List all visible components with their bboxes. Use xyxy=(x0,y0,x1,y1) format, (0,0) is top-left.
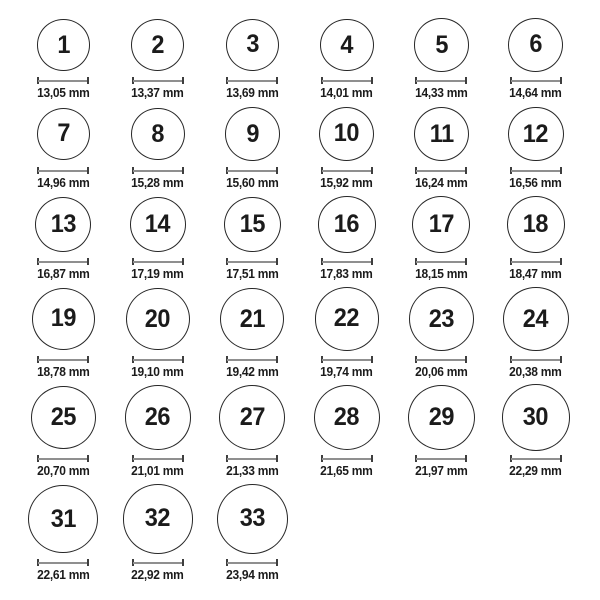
diameter-measure-line xyxy=(132,356,184,363)
ring-size-number: 32 xyxy=(145,504,171,533)
measure-tick-right-icon xyxy=(276,356,278,363)
ring-size-item xyxy=(489,106,584,189)
measure-tick-right-icon xyxy=(465,167,467,174)
ring-circle xyxy=(123,484,194,553)
measure-tick-right-icon xyxy=(87,455,89,462)
measure-tick-right-icon xyxy=(87,356,89,363)
measure-line xyxy=(133,458,183,460)
measure-line xyxy=(133,170,183,172)
measure-line xyxy=(416,359,466,361)
ring-circle xyxy=(226,19,280,71)
diameter-measure-line xyxy=(37,559,89,566)
measure-tick-right-icon xyxy=(465,258,467,265)
ring-size-number: 8 xyxy=(151,119,165,148)
diameter-label: 13,69 mm xyxy=(226,86,279,100)
diameter-measure-line xyxy=(132,455,184,462)
ring-circle xyxy=(508,18,563,72)
measure-line xyxy=(227,80,277,82)
diameter-label: 19,74 mm xyxy=(320,365,373,379)
measure-line xyxy=(511,170,561,172)
ring-circle xyxy=(502,384,570,450)
ring-circle xyxy=(314,385,381,450)
measure-tick-right-icon xyxy=(371,455,373,462)
ring-circle xyxy=(408,385,475,451)
ring-size-number: 2 xyxy=(151,30,165,59)
ring-size-item xyxy=(300,385,395,477)
ring-circle-band xyxy=(414,18,469,72)
diameter-measure-line xyxy=(321,455,373,462)
diameter-measure-line xyxy=(37,167,89,174)
ring-circle-band xyxy=(320,18,374,72)
ring-size-item xyxy=(16,106,111,189)
diameter-label: 18,78 mm xyxy=(37,365,90,379)
measure-line xyxy=(133,562,183,564)
ring-circle-band xyxy=(125,385,191,450)
measure-tick-right-icon xyxy=(182,356,184,363)
diameter-label: 14,96 mm xyxy=(37,176,90,190)
diameter-label: 20,06 mm xyxy=(415,365,468,379)
ring-size-item xyxy=(205,287,300,378)
ring-circle xyxy=(35,197,91,252)
diameter-label: 14,01 mm xyxy=(320,86,373,100)
diameter-measure-line xyxy=(321,356,373,363)
ring-size-number: 24 xyxy=(523,304,549,333)
measure-line xyxy=(322,458,372,460)
ring-circle-band xyxy=(408,385,475,450)
ring-size-item xyxy=(16,287,111,378)
ring-size-number: 29 xyxy=(428,403,454,431)
ring-size-number: 11 xyxy=(429,119,454,148)
diameter-measure-line xyxy=(321,77,373,84)
measure-line xyxy=(416,80,466,82)
ring-circle-band xyxy=(507,196,566,253)
ring-circle xyxy=(503,287,569,351)
ring-circle-band xyxy=(131,18,184,72)
ring-size-number: 12 xyxy=(523,119,549,148)
measure-line xyxy=(322,80,372,82)
ring-size-item xyxy=(300,287,395,378)
ring-size-number: 18 xyxy=(523,210,549,238)
ring-circle-band xyxy=(131,106,185,162)
ring-size-item xyxy=(489,385,584,477)
measure-line xyxy=(38,80,88,82)
diameter-label: 21,65 mm xyxy=(320,464,373,478)
ring-circle-band xyxy=(32,287,95,351)
ring-circle-band xyxy=(37,106,91,162)
ring-row xyxy=(16,106,600,189)
ring-row xyxy=(16,196,600,280)
ring-size-number: 9 xyxy=(245,119,259,148)
measure-line xyxy=(322,359,372,361)
ring-circle xyxy=(225,107,280,160)
diameter-measure-line xyxy=(510,167,562,174)
diameter-label: 13,05 mm xyxy=(37,86,90,100)
measure-tick-right-icon xyxy=(276,258,278,265)
measure-tick-right-icon xyxy=(560,455,562,462)
ring-circle xyxy=(414,107,470,161)
ring-size-item xyxy=(111,18,206,99)
measure-tick-right-icon xyxy=(276,77,278,84)
ring-size-item xyxy=(16,18,111,99)
ring-size-number: 33 xyxy=(239,504,265,533)
ring-circle xyxy=(220,288,284,351)
ring-size-number: 13 xyxy=(50,210,76,238)
measure-tick-right-icon xyxy=(560,356,562,363)
ring-size-number: 25 xyxy=(50,403,76,431)
measure-line xyxy=(38,170,88,172)
measure-tick-right-icon xyxy=(371,258,373,265)
ring-size-item xyxy=(111,385,206,477)
diameter-label: 20,70 mm xyxy=(37,464,90,478)
ring-size-item xyxy=(394,287,489,378)
diameter-measure-line xyxy=(226,559,278,566)
measure-tick-right-icon xyxy=(465,356,467,363)
diameter-label: 14,33 mm xyxy=(415,86,468,100)
ring-row xyxy=(16,385,600,477)
measure-tick-right-icon xyxy=(276,167,278,174)
diameter-measure-line xyxy=(226,455,278,462)
diameter-measure-line xyxy=(415,77,467,84)
diameter-label: 14,64 mm xyxy=(509,86,562,100)
diameter-measure-line xyxy=(37,77,89,84)
ring-circle xyxy=(508,107,564,162)
measure-tick-right-icon xyxy=(182,559,184,566)
ring-circle-band xyxy=(319,106,374,162)
measure-line xyxy=(227,458,277,460)
ring-size-number: 31 xyxy=(50,504,76,533)
diameter-measure-line xyxy=(226,77,278,84)
ring-circle xyxy=(31,386,96,450)
ring-circle-band xyxy=(217,484,288,554)
diameter-label: 23,94 mm xyxy=(226,568,279,582)
ring-circle-band xyxy=(130,196,187,253)
ring-size-number: 26 xyxy=(145,403,171,431)
measure-tick-right-icon xyxy=(87,258,89,265)
measure-line xyxy=(227,261,277,263)
ring-circle xyxy=(412,196,470,253)
ring-circle xyxy=(319,107,374,161)
diameter-measure-line xyxy=(226,167,278,174)
ring-circle-band xyxy=(503,287,569,351)
ring-size-item xyxy=(111,287,206,378)
diameter-measure-line xyxy=(510,356,562,363)
ring-circle-band xyxy=(409,287,474,351)
diameter-label: 15,60 mm xyxy=(226,176,279,190)
ring-size-number: 21 xyxy=(239,304,265,333)
diameter-measure-line xyxy=(226,258,278,265)
ring-size-item xyxy=(394,18,489,99)
measure-tick-right-icon xyxy=(87,167,89,174)
ring-circle xyxy=(32,288,95,350)
ring-circle xyxy=(131,108,185,161)
diameter-measure-line xyxy=(37,258,89,265)
ring-size-number: 5 xyxy=(434,30,448,59)
ring-size-item xyxy=(300,196,395,280)
diameter-label: 19,42 mm xyxy=(226,365,279,379)
diameter-label: 16,24 mm xyxy=(415,176,468,190)
diameter-label: 22,61 mm xyxy=(37,568,90,582)
ring-size-number: 30 xyxy=(523,403,549,431)
diameter-label: 21,33 mm xyxy=(226,464,279,478)
ring-circle xyxy=(318,196,376,252)
measure-line xyxy=(322,170,372,172)
measure-line xyxy=(511,80,561,82)
measure-line xyxy=(511,458,561,460)
measure-line xyxy=(227,562,277,564)
measure-tick-right-icon xyxy=(371,167,373,174)
ring-size-number: 17 xyxy=(428,209,454,238)
diameter-label: 21,97 mm xyxy=(415,464,468,478)
ring-circle xyxy=(28,485,98,554)
ring-size-number: 4 xyxy=(340,30,354,59)
ring-size-item xyxy=(489,18,584,99)
diameter-label: 17,19 mm xyxy=(131,267,184,281)
measure-line xyxy=(38,359,88,361)
ring-circle-band xyxy=(508,106,564,162)
ring-circle-band xyxy=(315,287,380,351)
diameter-measure-line xyxy=(415,258,467,265)
ring-circle xyxy=(130,197,187,252)
ring-circle xyxy=(217,484,288,554)
measure-line xyxy=(133,261,183,263)
ring-size-item xyxy=(300,106,395,189)
diameter-label: 13,37 mm xyxy=(131,86,184,100)
measure-tick-right-icon xyxy=(465,77,467,84)
ring-size-number: 19 xyxy=(50,304,76,333)
diameter-label: 19,10 mm xyxy=(131,365,184,379)
ring-row xyxy=(16,484,600,581)
ring-size-item xyxy=(111,484,206,581)
diameter-label: 22,92 mm xyxy=(131,568,184,582)
measure-line xyxy=(511,359,561,361)
diameter-measure-line xyxy=(132,77,184,84)
diameter-label: 20,38 mm xyxy=(509,365,562,379)
measure-line xyxy=(38,562,88,564)
diameter-label: 17,51 mm xyxy=(226,267,279,281)
diameter-label: 15,92 mm xyxy=(320,176,373,190)
diameter-measure-line xyxy=(37,455,89,462)
ring-circle-band xyxy=(502,385,570,450)
measure-tick-right-icon xyxy=(371,356,373,363)
measure-tick-right-icon xyxy=(371,77,373,84)
ring-circle xyxy=(126,288,190,350)
diameter-measure-line xyxy=(321,167,373,174)
diameter-measure-line xyxy=(415,455,467,462)
ring-size-number: 22 xyxy=(334,304,360,333)
ring-size-number: 16 xyxy=(334,210,360,238)
ring-circle-band xyxy=(126,287,190,351)
ring-circle-band xyxy=(28,484,98,554)
ring-circle-band xyxy=(219,385,285,450)
measure-tick-right-icon xyxy=(560,167,562,174)
ring-circle xyxy=(414,18,469,71)
ring-circle-band xyxy=(314,385,381,450)
ring-circle xyxy=(219,385,285,450)
measure-tick-right-icon xyxy=(182,77,184,84)
measure-tick-right-icon xyxy=(276,559,278,566)
measure-line xyxy=(227,170,277,172)
ring-size-item xyxy=(16,196,111,280)
ring-size-item xyxy=(16,385,111,477)
ring-size-number: 7 xyxy=(56,119,70,148)
measure-line xyxy=(511,261,561,263)
ring-circle-band xyxy=(318,196,376,253)
measure-line xyxy=(322,261,372,263)
ring-size-item xyxy=(16,484,111,581)
measure-line xyxy=(38,458,88,460)
ring-circle-band xyxy=(225,106,280,162)
measure-tick-right-icon xyxy=(560,77,562,84)
diameter-measure-line xyxy=(37,356,89,363)
measure-line xyxy=(416,458,466,460)
measure-tick-right-icon xyxy=(560,258,562,265)
measure-tick-right-icon xyxy=(465,455,467,462)
ring-size-item xyxy=(300,18,395,99)
ring-size-number: 6 xyxy=(529,30,543,59)
measure-line xyxy=(416,261,466,263)
ring-circle-band xyxy=(412,196,470,253)
diameter-measure-line xyxy=(321,258,373,265)
diameter-measure-line xyxy=(415,356,467,363)
measure-line xyxy=(133,80,183,82)
measure-line xyxy=(416,170,466,172)
diameter-label: 22,29 mm xyxy=(509,464,562,478)
diameter-measure-line xyxy=(510,258,562,265)
ring-circle xyxy=(37,19,90,70)
ring-circle xyxy=(315,287,380,350)
measure-tick-right-icon xyxy=(87,77,89,84)
measure-tick-right-icon xyxy=(182,167,184,174)
ring-size-item xyxy=(489,287,584,378)
diameter-measure-line xyxy=(226,356,278,363)
ring-size-number: 23 xyxy=(428,304,454,333)
ring-circle-band xyxy=(37,18,90,72)
ring-circle-band xyxy=(226,18,280,72)
diameter-label: 16,87 mm xyxy=(37,267,90,281)
ring-size-item xyxy=(394,106,489,189)
ring-size-item xyxy=(111,196,206,280)
ring-size-number: 1 xyxy=(56,30,70,59)
ring-circle-band xyxy=(220,287,284,351)
diameter-measure-line xyxy=(132,559,184,566)
ring-size-item xyxy=(205,106,300,189)
diameter-measure-line xyxy=(132,167,184,174)
ring-row xyxy=(16,287,600,378)
ring-size-number: 28 xyxy=(334,403,360,431)
ring-circle xyxy=(507,196,566,253)
ring-circle xyxy=(125,385,191,449)
diameter-measure-line xyxy=(510,455,562,462)
diameter-measure-line xyxy=(132,258,184,265)
ring-size-number: 20 xyxy=(145,304,171,333)
ring-circle-band xyxy=(414,106,470,162)
measure-tick-right-icon xyxy=(182,258,184,265)
ring-circle-band xyxy=(31,385,96,450)
measure-line xyxy=(38,261,88,263)
measure-line xyxy=(227,359,277,361)
diameter-label: 18,47 mm xyxy=(509,267,562,281)
diameter-label: 21,01 mm xyxy=(131,464,184,478)
ring-row xyxy=(16,18,600,99)
ring-circle xyxy=(409,287,474,351)
diameter-label: 15,28 mm xyxy=(131,176,184,190)
ring-size-number: 14 xyxy=(145,209,171,238)
ring-size-number: 3 xyxy=(245,30,259,59)
measure-tick-right-icon xyxy=(87,559,89,566)
measure-tick-right-icon xyxy=(276,455,278,462)
ring-size-item xyxy=(205,18,300,99)
diameter-label: 16,56 mm xyxy=(509,176,562,190)
diameter-measure-line xyxy=(415,167,467,174)
diameter-label: 18,15 mm xyxy=(415,267,468,281)
ring-circle xyxy=(224,197,281,253)
ring-circle-band xyxy=(508,18,563,72)
ring-circle-band xyxy=(35,196,91,253)
ring-circle xyxy=(320,19,374,72)
ring-circle xyxy=(37,108,91,160)
ring-circle xyxy=(131,19,184,71)
ring-circle-band xyxy=(224,196,281,253)
diameter-measure-line xyxy=(510,77,562,84)
ring-size-number: 10 xyxy=(334,119,360,148)
ring-size-item xyxy=(205,196,300,280)
ring-size-item xyxy=(205,484,300,581)
diameter-label: 17,83 mm xyxy=(320,267,373,281)
ring-size-number: 15 xyxy=(239,209,265,238)
ring-size-item xyxy=(489,196,584,280)
measure-tick-right-icon xyxy=(182,455,184,462)
ring-size-item xyxy=(111,106,206,189)
ring-size-item xyxy=(205,385,300,477)
ring-size-item xyxy=(394,196,489,280)
measure-line xyxy=(133,359,183,361)
ring-size-item xyxy=(394,385,489,477)
ring-circle-band xyxy=(123,484,194,554)
ring-size-number: 27 xyxy=(239,402,265,431)
